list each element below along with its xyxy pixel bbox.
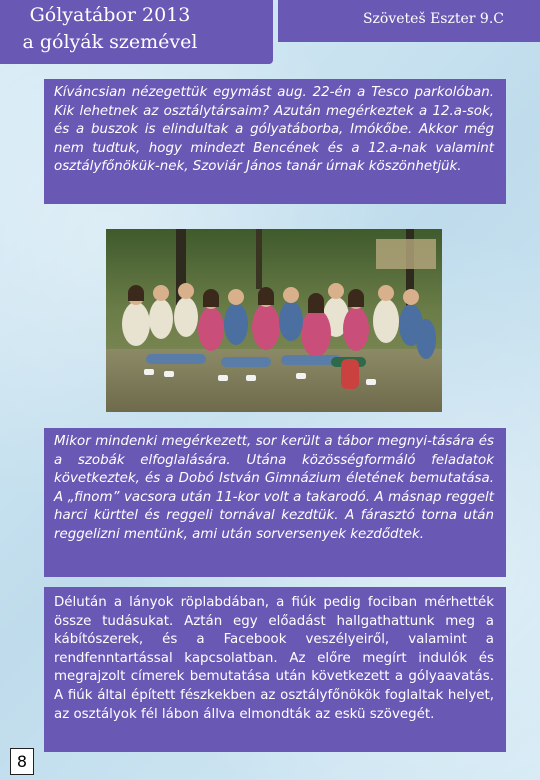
author-name: Szöveteš Eszter 9.C <box>362 11 504 27</box>
afternoon-paragraph: Délután a lányok röplabdában, a fiúk pedig fociban mérhették össze tudásukat. Aztán egy előadást hallgathattunk meg a kábítószerek, és a Facebook veszélyeiről, valamint a rendfenntartással kapcsolatban. Az előre megírt indulók és megrajzolt címerek bemutatása után következett a gólyaavatás. A fiúk által épített fészkekben az osztályfőnökök foglaltak helyet, az osztályok fél lábon állva elmondták az eskü szövegét. <box>54 595 494 722</box>
group-photo <box>106 229 442 412</box>
intro-paragraph: Kíváncsian nézegettük egymást aug. 22-én a Tesco parkolóban. Kik lehetnek az osztálytársaim? Azután megérkeztek a 12.a-sok, és a buszok is elindultak a gólyatáborba, Imókőbe. Akkor még nem tudtuk, hogy mindezt Bencének és a 12.a-nak valamint osztályfőnökük-nek, Szoviár János tanár úrnak köszönhetjük. <box>54 85 494 175</box>
evening-paragraph: Mikor mindenki megérkezett, sor került a tábor megnyi-tására és a szobák elfoglalására. Utána közösségformáló feladatok következtek, és a Dobó István Gimnázium életének bemutatása. A „finom” vacsora után 11-kor volt a takarodó. A másnap reggelt harci kürttel és reggeli tornával kezdtük. A fárasztó torna után reggelizni mentünk, ami után sorversenyek kezdődtek. <box>54 434 494 542</box>
author-banner <box>278 0 540 42</box>
title-banner <box>0 0 273 64</box>
afternoon-paragraph-box <box>44 587 506 752</box>
title-line-2: a gólyák szemével <box>22 31 198 53</box>
title-line-1: Gólyatábor 2013 <box>29 4 191 26</box>
intro-paragraph-box <box>44 79 506 204</box>
evening-paragraph-box <box>44 428 506 577</box>
page-number: 8 <box>10 748 34 775</box>
page-title <box>0 2 220 56</box>
